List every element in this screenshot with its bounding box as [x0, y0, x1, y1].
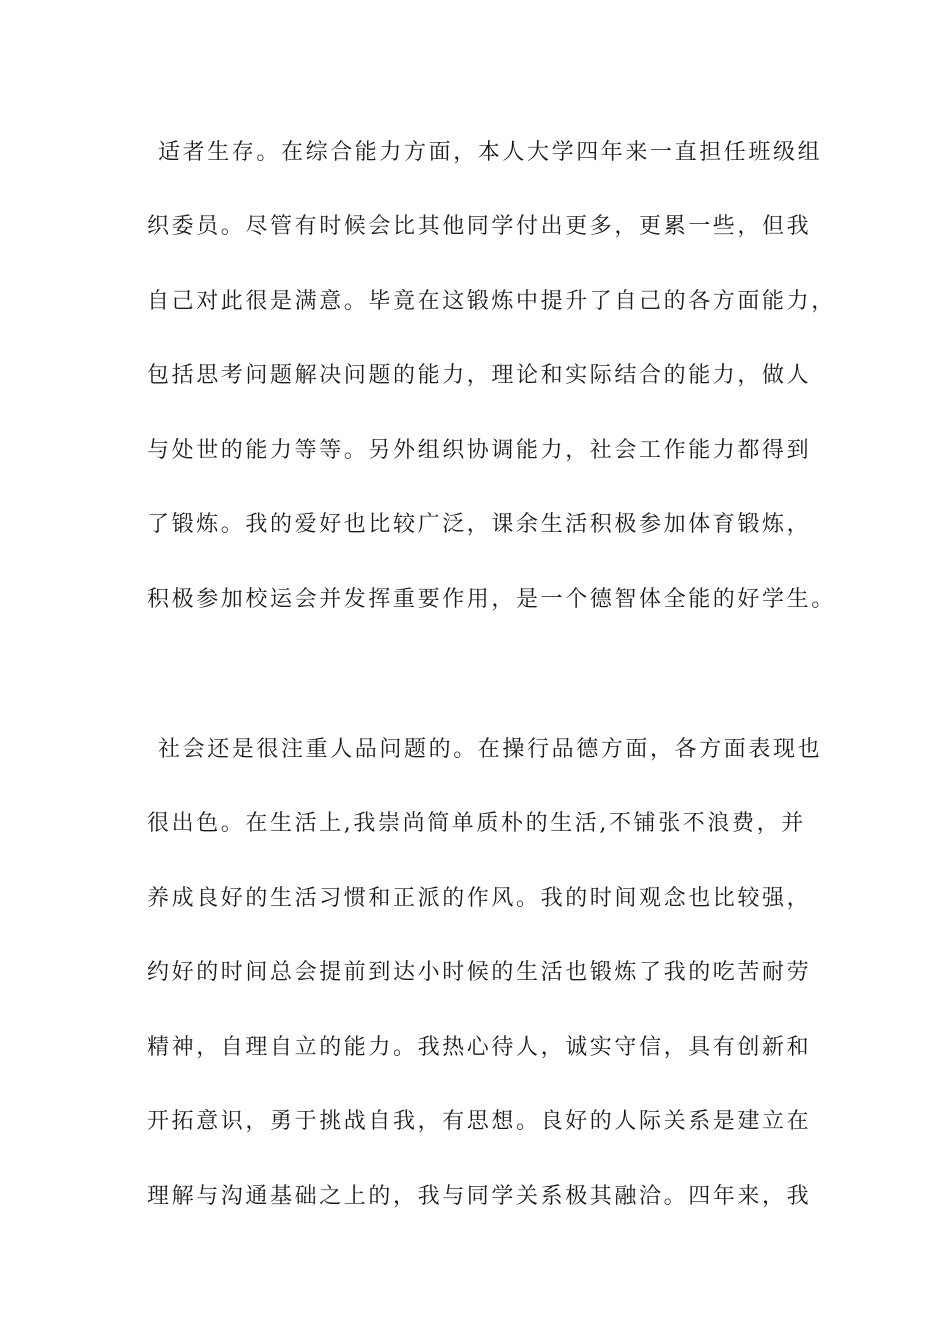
text-line: 理解与沟通基础之上的，我与同学关系极其融洽。四年来，我	[147, 1184, 812, 1209]
text-line: 社会还是很注重人品问题的。在操行品德方面，各方面表现也	[158, 737, 823, 762]
text-line: 约好的时间总会提前到达小时候的生活也锻炼了我的吃苦耐劳	[147, 960, 812, 985]
text-line: 适者生存。在综合能力方面，本人大学四年来一直担任班级组	[158, 140, 823, 165]
text-line: 与处世的能力等等。另外组织协调能力，社会工作能力都得到	[147, 438, 812, 463]
text-line: 包括思考问题解决问题的能力，理论和实际结合的能力，做人	[147, 363, 812, 388]
text-line: 自己对此很是满意。毕竟在这锻炼中提升了自己的各方面能力，	[147, 289, 836, 314]
text-line: 开拓意识，勇于挑战自我，有思想。良好的人际关系是建立在	[147, 1109, 812, 1134]
text-line: 织委员。尽管有时候会比其他同学付出更多，更累一些，但我	[147, 214, 812, 239]
text-line: 了锻炼。我的爱好也比较广泛，课余生活积极参加体育锻炼，	[147, 512, 812, 537]
text-line: 养成良好的生活习惯和正派的作风。我的时间观念也比较强，	[147, 886, 812, 911]
text-line: 积极参加校运会并发挥重要作用，是一个德智体全能的好学生。	[147, 587, 836, 612]
text-line: 很出色。在生活上,我崇尚简单质朴的生活,不铺张不浪费，并	[147, 811, 806, 836]
text-line: 精神，自理自立的能力。我热心待人，诚实守信，具有创新和	[147, 1035, 812, 1060]
